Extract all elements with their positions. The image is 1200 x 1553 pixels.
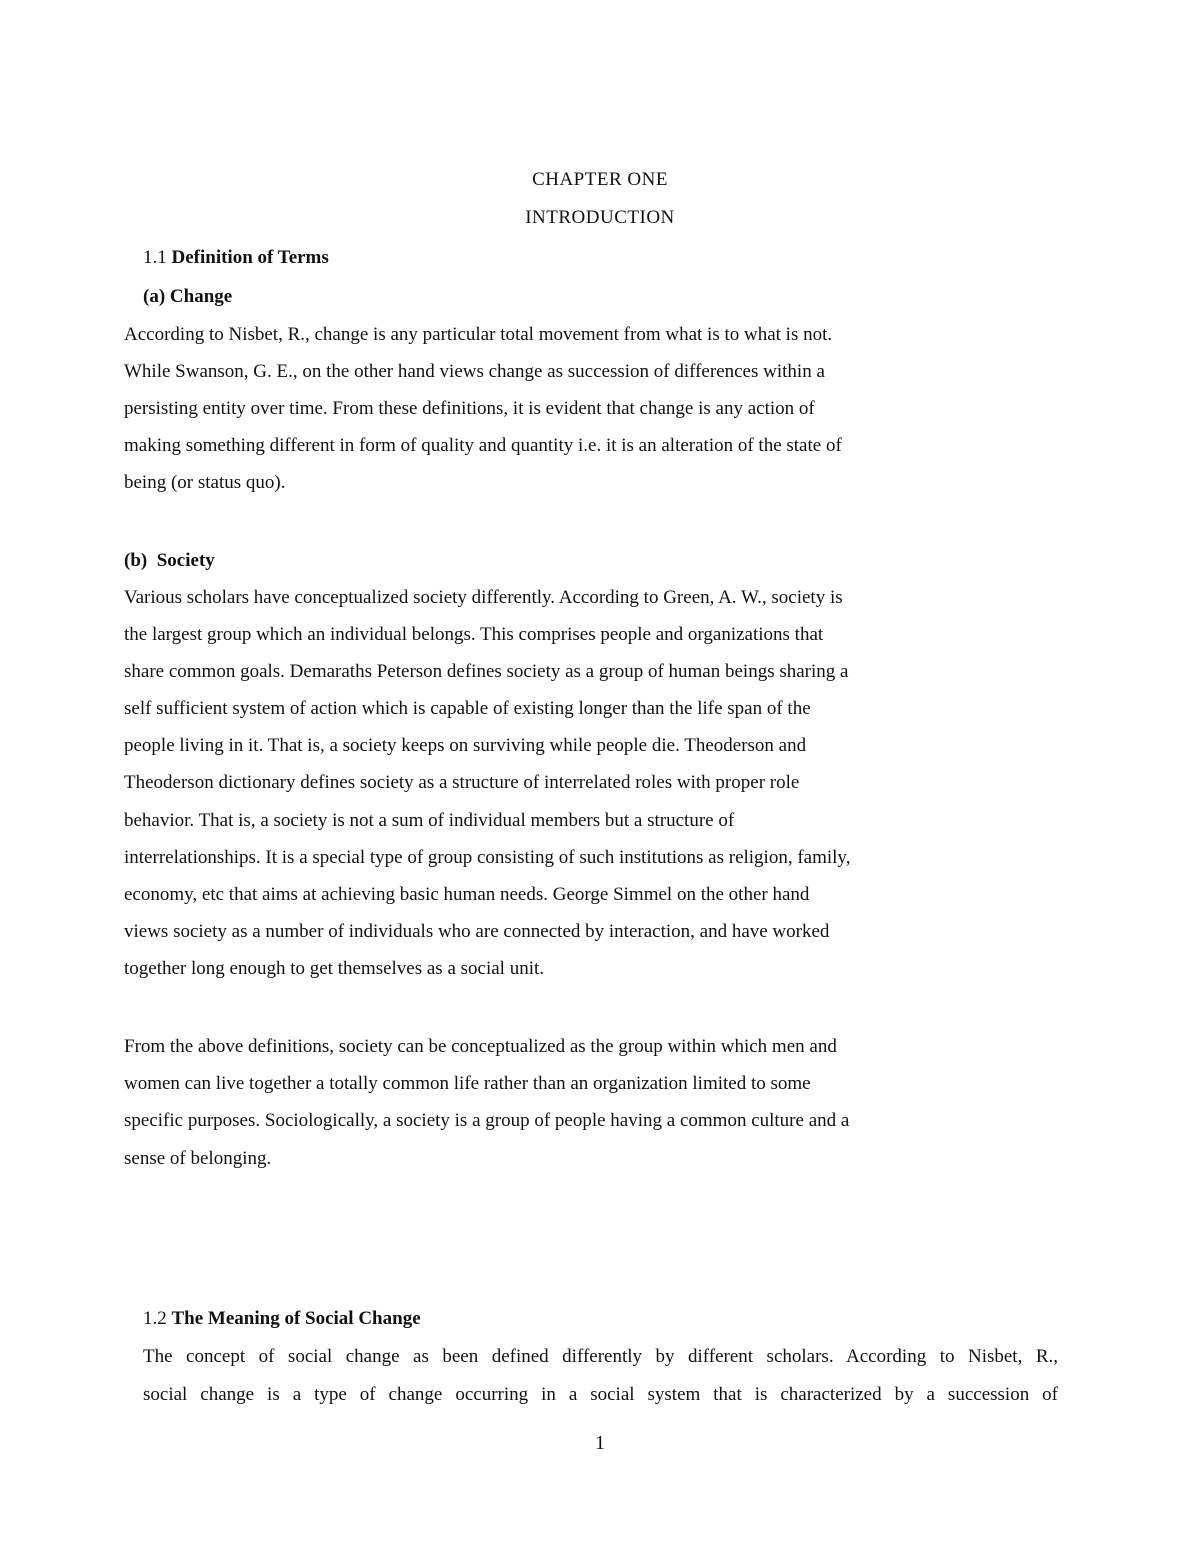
paragraph-line: self sufficient system of action which is capable of existing longer than the life span of the	[124, 698, 811, 719]
section-title: Definition of Terms	[171, 247, 329, 268]
paragraph-line: sense of belonging.	[124, 1148, 272, 1169]
subsection-b-label: (b)	[124, 550, 148, 571]
subsection-b-heading	[124, 549, 215, 573]
paragraph-line: behavior. That is, a society is not a sum of individual members but a structure of	[124, 810, 735, 831]
chapter-title: CHAPTER ONE	[532, 169, 668, 190]
paragraph-line: According to Nisbet, R., change is any particular total movement from what is to what is not.	[124, 324, 833, 345]
page-number: 1	[595, 1432, 605, 1454]
section-number: 1.2	[143, 1308, 167, 1329]
paragraph-line: persisting entity over time. From these definitions, it is evident that change is any action of	[124, 398, 815, 419]
subsection-a-label: (a) Change	[143, 286, 233, 307]
paragraph-line: making something different in form of quality and quantity i.e. it is an alteration of the state of	[124, 435, 842, 456]
paragraph-line: economy, etc that aims at achieving basic human needs. George Simmel on the other hand	[124, 884, 810, 905]
section-number: 1.1	[143, 247, 167, 268]
paragraph-line: The concept of social change as been defined differently by different scholars. According to Nisbet, R.,	[143, 1346, 1058, 1367]
subsection-b-title: Society	[156, 550, 215, 571]
paragraph-line: people living in it. That is, a society keeps on surviving while people die. Theoderson and	[124, 735, 807, 756]
paragraph-line: views society as a number of individuals who are connected by interaction, and have worked	[124, 921, 830, 942]
paragraph-line: From the above definitions, society can be conceptualized as the group within which men and	[124, 1036, 837, 1057]
paragraph-line: together long enough to get themselves as a social unit.	[124, 958, 545, 979]
paragraph-line: social change is a type of change occurring in a social system that is characterized by a succession of	[143, 1384, 1058, 1405]
paragraph-line: interrelationships. It is a special type of group consisting of such institutions as religion, family,	[124, 847, 851, 868]
paragraph-line: being (or status quo).	[124, 472, 286, 493]
paragraph-line: Theoderson dictionary defines society as a structure of interrelated roles with proper role	[124, 772, 800, 793]
paragraph-line: women can live together a totally common life rather than an organization limited to some	[124, 1073, 811, 1094]
section-title: The Meaning of Social Change	[171, 1308, 421, 1329]
paragraph-line: the largest group which an individual belongs. This comprises people and organizations that	[124, 624, 824, 645]
paragraph-line: share common goals. Demaraths Peterson defines society as a group of human beings sharing a	[124, 661, 849, 682]
paragraph-line: While Swanson, G. E., on the other hand views change as succession of differences within a	[124, 361, 825, 382]
paragraph-line: Various scholars have conceptualized society differently. According to Green, A. W., society is	[124, 587, 843, 608]
section-1-1-heading	[143, 246, 329, 270]
paragraph-line: specific purposes. Sociologically, a society is a group of people having a common culture and a	[124, 1110, 850, 1131]
section-1-2-heading	[143, 1307, 421, 1331]
chapter-subtitle: INTRODUCTION	[525, 207, 675, 228]
